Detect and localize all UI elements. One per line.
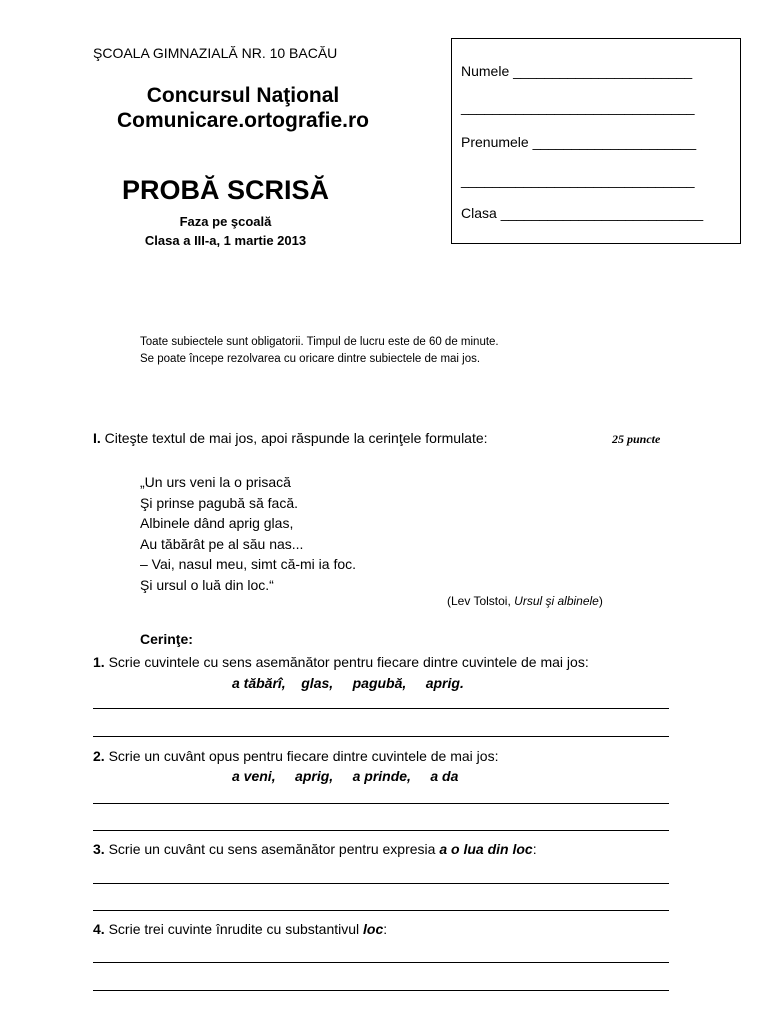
answer-line[interactable] bbox=[93, 803, 669, 804]
name-field[interactable] bbox=[461, 63, 692, 79]
contest-title-line1: Concursul Naţional bbox=[146, 84, 340, 107]
class-blank: __________________________ bbox=[500, 205, 704, 221]
answer-line[interactable] bbox=[93, 962, 669, 963]
poem-line: – Vai, nasul meu, simt că-mi ia foc. bbox=[140, 556, 357, 572]
name-label: Numele bbox=[461, 63, 510, 79]
contest-title bbox=[93, 83, 393, 133]
question-1-text: Scrie cuvintele cu sens asemănător pentru fiecare dintre cuvintele de mai jos: bbox=[104, 654, 589, 670]
source-author: (Lev Tolstoi, bbox=[447, 594, 515, 608]
question-4-text: Scrie trei cuvinte înrudite cu substantivul bbox=[104, 921, 364, 937]
answer-line[interactable] bbox=[93, 910, 669, 911]
question-4-emphasis: loc bbox=[363, 921, 384, 937]
poem-line: Şi prinse pagubă să facă. bbox=[140, 494, 298, 511]
instructions-line1: Toate subiectele sunt obligatorii. Timpul de lucru este de 60 de minute. bbox=[140, 336, 499, 348]
exam-phase bbox=[93, 212, 358, 250]
question-3-tail: : bbox=[532, 841, 537, 857]
question-2-words: a veni, aprig, a prinde, a da bbox=[232, 768, 459, 784]
name-extra-line[interactable]: ______________________________ bbox=[461, 99, 695, 115]
section-1-text: Citeşte textul de mai jos, apoi răspunde la cerinţele formulate: bbox=[100, 430, 488, 446]
question-1-number: 1. bbox=[93, 654, 105, 670]
answer-line[interactable] bbox=[93, 883, 669, 884]
class-date: Clasa a III-a, 1 martie 2013 bbox=[144, 233, 307, 248]
question-2 bbox=[93, 748, 498, 764]
instructions bbox=[140, 334, 499, 368]
question-3 bbox=[93, 841, 537, 857]
surname-extra-line[interactable]: ______________________________ bbox=[461, 172, 695, 188]
question-4-tail: : bbox=[383, 921, 388, 937]
student-id-box bbox=[451, 38, 741, 244]
section-1-number: I. bbox=[93, 430, 101, 446]
question-2-number: 2. bbox=[93, 748, 105, 764]
poem-source bbox=[447, 594, 603, 608]
phase-label: Faza pe şcoală bbox=[179, 214, 272, 229]
answer-line[interactable] bbox=[93, 830, 669, 831]
answer-line[interactable] bbox=[93, 708, 669, 709]
answer-line[interactable] bbox=[93, 990, 669, 991]
surname-blank: _____________________ bbox=[532, 134, 697, 150]
source-close: ) bbox=[598, 594, 603, 608]
answer-line[interactable] bbox=[93, 736, 669, 737]
question-4-number: 4. bbox=[93, 921, 105, 937]
question-3-number: 3. bbox=[93, 841, 105, 857]
section-1-points: 25 puncte bbox=[612, 432, 661, 446]
name-blank: _______________________ bbox=[513, 63, 693, 79]
school-name: ŞCOALA GIMNAZIALĂ NR. 10 BACĂU bbox=[93, 45, 338, 61]
class-field[interactable] bbox=[461, 205, 703, 221]
class-label: Clasa bbox=[461, 205, 497, 221]
surname-field[interactable] bbox=[461, 134, 696, 150]
question-1-words: a tăbărî, glas, pagubă, aprig. bbox=[232, 675, 464, 691]
question-1 bbox=[93, 654, 589, 670]
source-work: Ursul şi albinele bbox=[514, 594, 599, 608]
poem-line: Albinele dând aprig glas, bbox=[140, 515, 294, 531]
section-1-heading bbox=[93, 430, 488, 446]
requirements-title: Cerinţe: bbox=[140, 631, 193, 647]
question-2-text: Scrie un cuvânt opus pentru fiecare dintre cuvintele de mai jos: bbox=[104, 748, 499, 764]
poem-line: Au tăbărât pe al său nas... bbox=[140, 535, 304, 552]
contest-title-line2: Comunicare.ortografie.ro bbox=[116, 109, 370, 132]
surname-label: Prenumele bbox=[461, 134, 529, 150]
exam-title: PROBĂ SCRISĂ bbox=[121, 175, 330, 205]
poem-line: „Un urs veni la o prisacă bbox=[140, 474, 291, 490]
instructions-line2: Se poate începe rezolvarea cu oricare dintre subiectele de mai jos. bbox=[140, 353, 481, 365]
question-3-text: Scrie un cuvânt cu sens asemănător pentru expresia bbox=[104, 841, 440, 857]
question-3-emphasis: a o lua din loc bbox=[439, 841, 533, 857]
poem bbox=[140, 472, 356, 595]
poem-line: Şi ursul o luă din loc.“ bbox=[140, 576, 274, 593]
question-4 bbox=[93, 921, 387, 937]
